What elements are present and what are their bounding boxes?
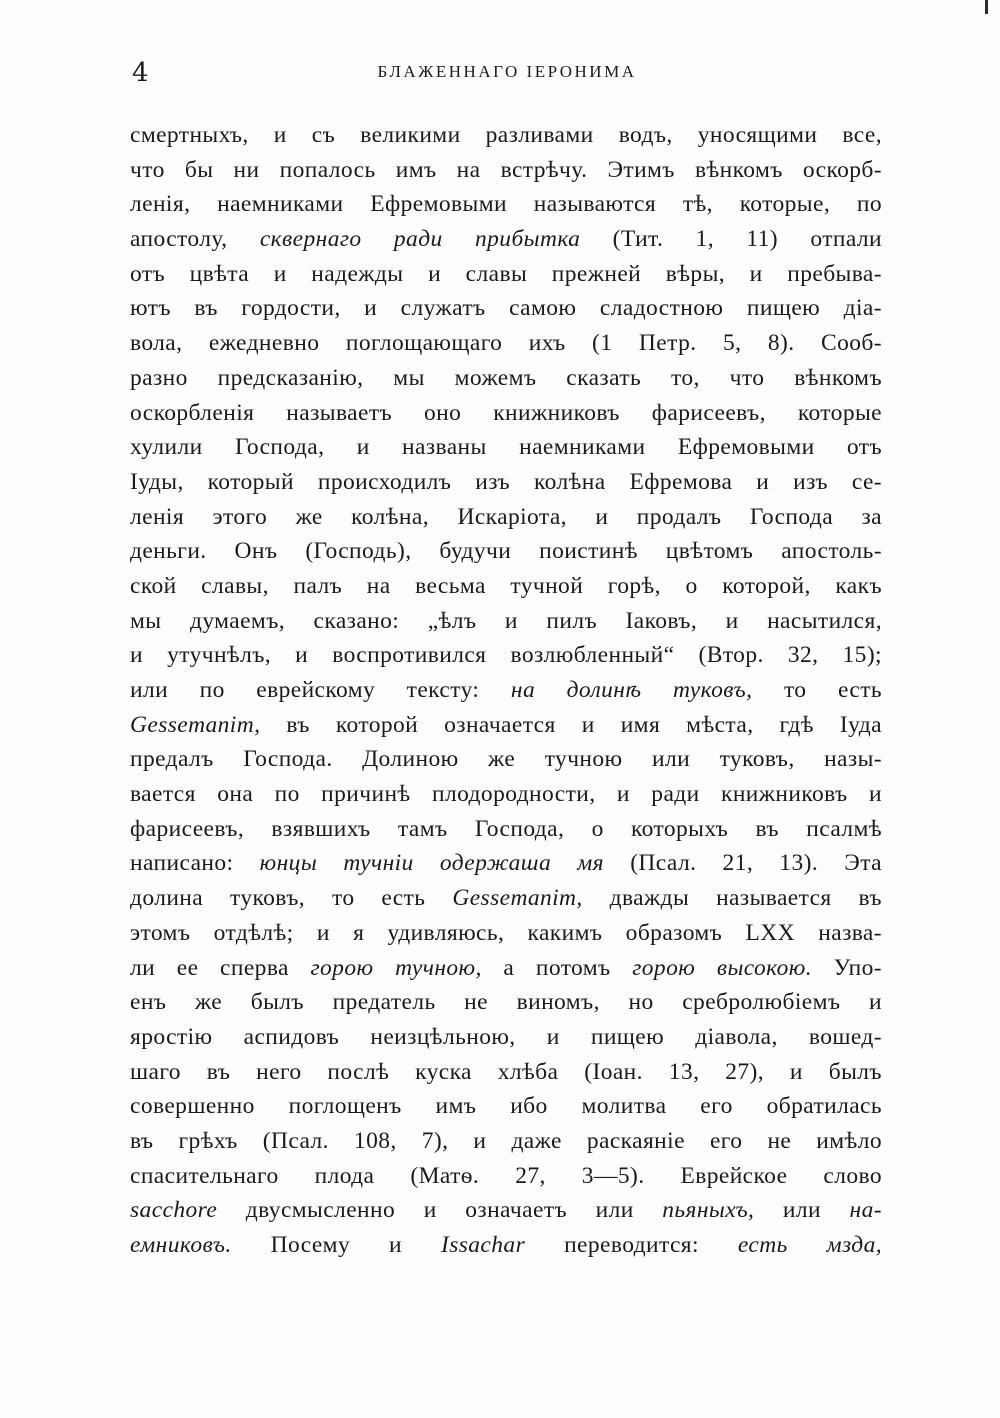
running-head bbox=[132, 58, 882, 88]
text-segment: хулили Господа, и названы наемниками Ефремовыми отъ bbox=[130, 434, 882, 461]
text-line bbox=[130, 742, 882, 777]
text-line bbox=[130, 673, 882, 708]
text-line bbox=[130, 1020, 882, 1055]
text-line bbox=[130, 916, 882, 951]
text-segment: разно предсказанію, мы можемъ сказать то, что вѣнкомъ bbox=[130, 364, 882, 391]
text-line bbox=[130, 951, 882, 986]
text-line bbox=[130, 291, 882, 326]
text-line bbox=[130, 604, 882, 639]
text-segment: Іуды, который происходилъ изъ колѣна Ефремова и изъ се- bbox=[130, 468, 882, 495]
text-segment: (Псал. 21, 13). Эта bbox=[604, 850, 882, 877]
text-line bbox=[130, 153, 882, 188]
text-segment: ли ее сперва bbox=[130, 954, 311, 981]
text-segment: совершенно поглощенъ имъ ибо молитва его обратилась bbox=[130, 1093, 882, 1120]
italic-segment: горою тучною, bbox=[310, 954, 482, 981]
text-segment: (Тит. 1, 11) отпали bbox=[580, 226, 882, 253]
text-segment: яростію аспидовъ неизцѣльною, и пищею діавола, вошед- bbox=[130, 1023, 882, 1050]
text-segment: фарисеевъ, взявшихъ тамъ Господа, о которыхъ въ псалмѣ bbox=[130, 815, 882, 842]
italic-segment: сквернаго ради прибытка bbox=[259, 226, 581, 253]
text-line bbox=[130, 777, 882, 812]
text-segment: двусмысленно и означаетъ или bbox=[217, 1197, 663, 1224]
text-line bbox=[130, 881, 882, 916]
text-line bbox=[130, 812, 882, 847]
text-segment: вола, ежедневно поглощающаго ихъ (1 Петр. 5, 8). Сооб- bbox=[130, 330, 882, 357]
italic-segment: на- bbox=[849, 1197, 882, 1224]
text-line bbox=[130, 430, 882, 465]
text-segment: апостолу, bbox=[130, 226, 260, 253]
text-segment: спасительнаго плода (Матѳ. 27, 3—5). Еврейское слово bbox=[130, 1162, 882, 1189]
text-line bbox=[130, 187, 882, 222]
italic-segment: на долинѣ туковъ, bbox=[510, 677, 753, 703]
text-segment: написано: bbox=[130, 850, 260, 877]
text-segment: ленія этого же колѣна, Искаріота, и продалъ Господа за bbox=[130, 503, 882, 530]
text-line bbox=[130, 118, 882, 153]
italic-segment: sacchore bbox=[130, 1197, 218, 1224]
text-line bbox=[130, 534, 882, 569]
text-segment: въ грѣхъ (Псал. 108, 7), и даже раскаяніе его не имѣло bbox=[130, 1127, 882, 1154]
text-segment: смертныхъ, и съ великими разливами водъ, уносящими все, bbox=[130, 122, 882, 148]
text-segment: и утучнѣлъ, и воспротивился возлюбленный“ (Втор. 32, 15); bbox=[130, 642, 882, 669]
text-segment: мы думаемъ, сказано: „ѣлъ и пилъ Іаковъ, и насытился, bbox=[130, 607, 882, 634]
text-segment: дважды называется въ bbox=[582, 885, 882, 912]
text-segment: ленія, наемниками Ефремовыми называются тѣ, которые, по bbox=[130, 191, 882, 218]
italic-segment: емниковъ. bbox=[130, 1232, 232, 1258]
text-line bbox=[130, 1124, 882, 1159]
text-segment: деньги. Онъ (Господь), будучи поистинѣ цвѣтомъ апостоль- bbox=[130, 538, 882, 565]
text-line bbox=[130, 1159, 882, 1194]
text-segment: этомъ отдѣлѣ; и я удивляюсь, какимъ образомъ LXX назва- bbox=[130, 919, 882, 946]
text-line bbox=[130, 326, 882, 361]
italic-segment: юнцы тучніи одержаша мя bbox=[259, 850, 605, 877]
text-line bbox=[130, 396, 882, 431]
italic-segment: Gessemanim, bbox=[452, 885, 583, 912]
text-segment: то есть bbox=[752, 677, 882, 703]
text-segment: отъ цвѣта и надежды и славы прежней вѣры, и пребыва- bbox=[130, 260, 882, 287]
text-segment: что бы ни попалось имъ на встрѣчу. Этимъ вѣнкомъ оскорб- bbox=[130, 156, 882, 183]
text-segment: долина туковъ, то есть bbox=[130, 885, 453, 912]
text-segment: вается она по причинѣ плодородности, и ради книжниковъ и bbox=[130, 781, 882, 808]
body-text bbox=[130, 118, 882, 1263]
text-line bbox=[130, 361, 882, 396]
text-line bbox=[130, 638, 882, 673]
text-line bbox=[130, 1089, 882, 1124]
text-segment: или по еврейскому тексту: bbox=[130, 677, 511, 703]
text-line bbox=[130, 500, 882, 535]
text-segment: а потомъ bbox=[481, 954, 633, 981]
text-line bbox=[130, 1228, 882, 1263]
text-segment: предалъ Господа. Долиною же тучною или туковъ, назы- bbox=[130, 746, 882, 773]
text-line bbox=[130, 1055, 882, 1090]
text-segment: Упо- bbox=[812, 954, 882, 981]
italic-segment: есть мзда, bbox=[737, 1232, 882, 1258]
text-line bbox=[130, 569, 882, 604]
text-segment: переводится: bbox=[525, 1232, 738, 1258]
text-segment: ской славы, палъ на весьма тучной горѣ, о которой, какъ bbox=[130, 572, 882, 599]
italic-segment: пьяныхъ, bbox=[662, 1197, 755, 1224]
text-line bbox=[130, 985, 882, 1020]
text-line bbox=[130, 708, 882, 743]
page-number: 4 bbox=[132, 58, 149, 88]
text-segment: или bbox=[754, 1197, 850, 1224]
text-line bbox=[130, 846, 882, 881]
text-line bbox=[130, 257, 882, 292]
italic-segment: Issachar bbox=[440, 1232, 526, 1258]
italic-segment: Gessemanim, bbox=[130, 711, 261, 738]
text-segment: енъ же былъ предатель не виномъ, но сребролюбіемъ и bbox=[130, 989, 882, 1016]
edge-mark bbox=[985, 0, 988, 14]
text-line bbox=[130, 1193, 882, 1228]
italic-segment: горою высокою. bbox=[632, 954, 813, 981]
text-segment: Посему и bbox=[231, 1232, 441, 1258]
text-segment: шаго въ него послѣ куска хлѣба (Іоан. 13, 27), и былъ bbox=[130, 1058, 882, 1085]
text-line bbox=[130, 465, 882, 500]
text-segment: ютъ въ гордости, и служатъ самою сладостною пищею діа- bbox=[130, 295, 882, 322]
text-segment: въ которой означается и имя мѣста, гдѣ Іуда bbox=[260, 711, 882, 738]
text-segment: оскорбленія называетъ оно книжниковъ фарисеевъ, которые bbox=[130, 399, 882, 426]
text-line bbox=[130, 222, 882, 257]
running-title: БЛАЖЕННАГО ІЕРОНИМА bbox=[377, 62, 637, 81]
